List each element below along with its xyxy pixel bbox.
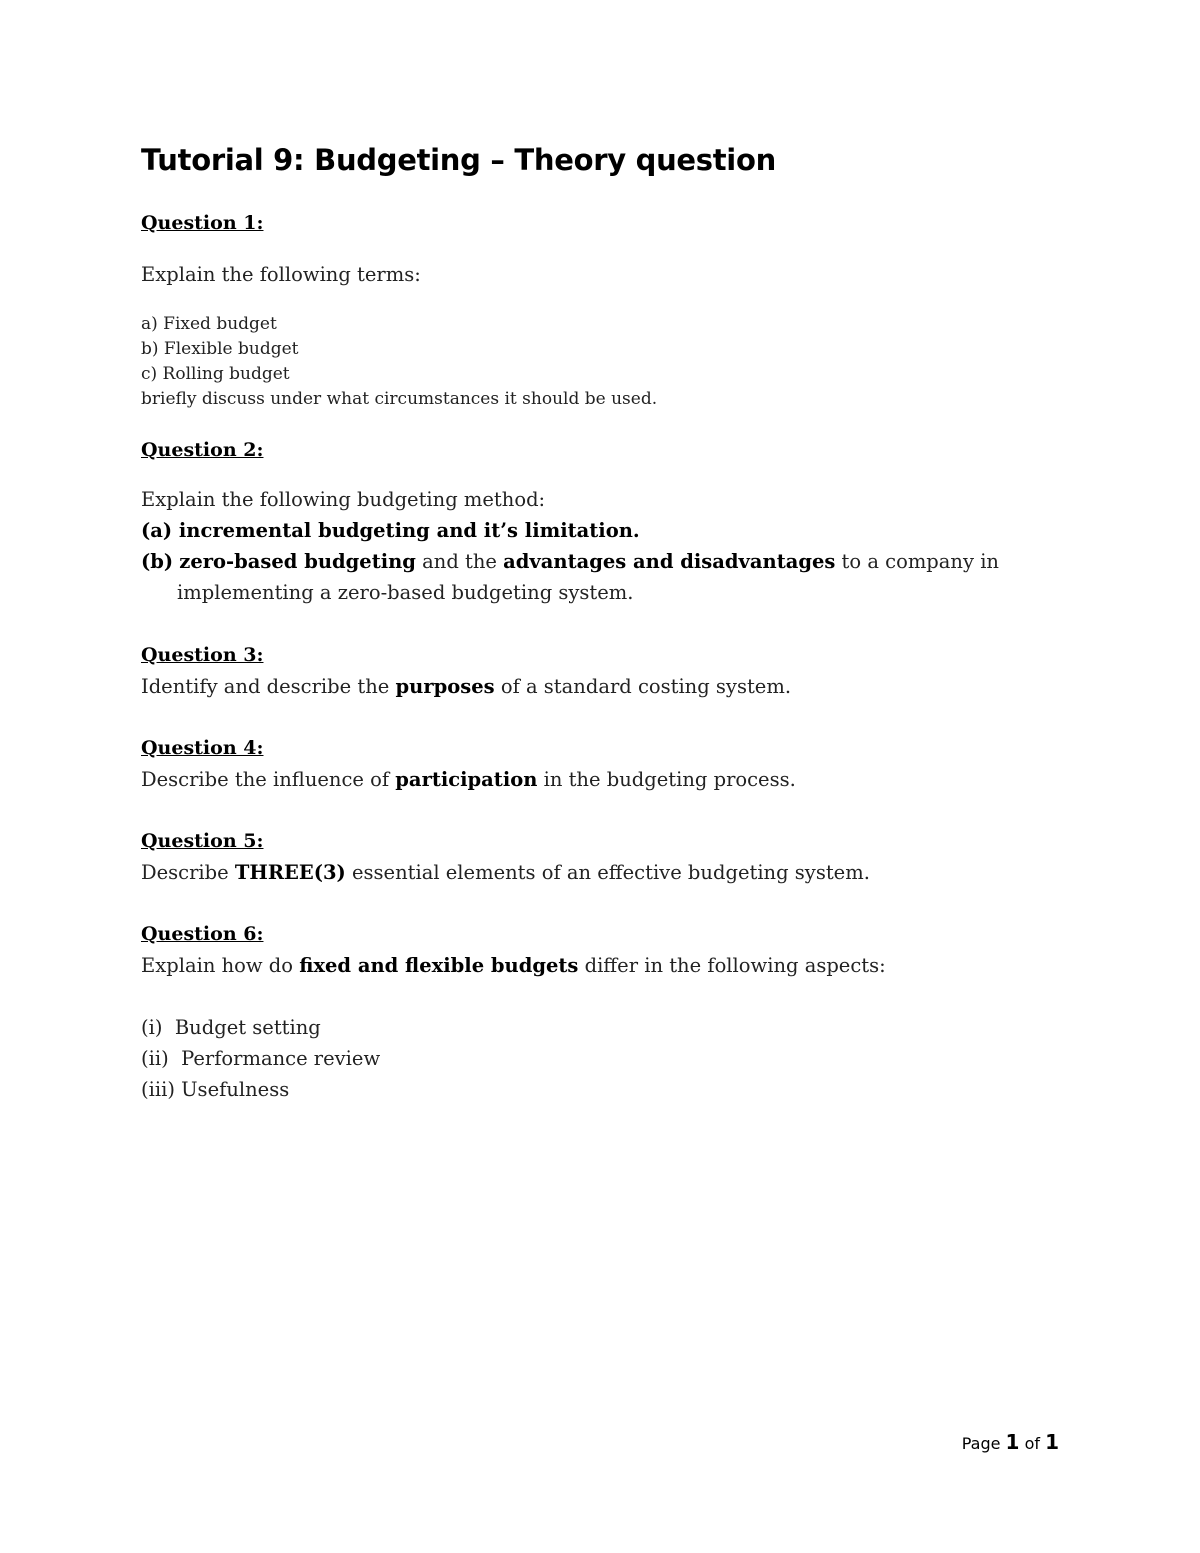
question-6-post: differ in the following aspects: (578, 954, 886, 977)
question-1-item-c: c) Rolling budget (141, 364, 290, 384)
footer-of-word: of (1024, 1434, 1040, 1453)
page-number (962, 1430, 1059, 1454)
question-2-item-b-continuation: implementing a zero-based budgeting system. (177, 581, 634, 604)
question-5-heading: Question 5: (141, 830, 264, 852)
question-6-emphasis: fixed and flexible budgets (299, 954, 579, 977)
footer-total-pages: 1 (1045, 1430, 1059, 1454)
question-4-heading: Question 4: (141, 737, 264, 759)
question-3-pre: Identify and describe the (141, 675, 396, 698)
question-2-heading: Question 2: (141, 439, 264, 461)
question-2-item-b-mid: and the (415, 550, 504, 573)
question-2-item-b (141, 550, 999, 573)
question-1-item-a: a) Fixed budget (141, 314, 277, 334)
question-3-text (141, 675, 791, 698)
question-3-heading: Question 3: (141, 644, 264, 666)
question-3-emphasis: purposes (395, 675, 495, 698)
footer-current-page: 1 (1005, 1430, 1020, 1454)
question-1-heading: Question 1: (141, 212, 264, 234)
question-2-item-a (141, 519, 640, 542)
question-1-intro: Explain the following terms: (141, 263, 421, 286)
question-2-item-b-tail: to a company in (835, 550, 999, 573)
footer-page-word: Page (961, 1434, 1001, 1453)
question-4-post: in the budgeting process. (537, 768, 796, 791)
question-6-pre: Explain how do (141, 954, 300, 977)
question-4-text (141, 768, 796, 791)
question-5-emphasis: THREE(3) (234, 861, 346, 884)
question-1-note: briefly discuss under what circumstances it should be used. (141, 389, 658, 409)
question-2-intro: Explain the following budgeting method: (141, 488, 546, 511)
question-5-post: essential elements of an effective budgeting system. (345, 861, 870, 884)
question-6-item-i: (i) Budget setting (141, 1016, 321, 1039)
question-2-item-a-text: (a) incremental budgeting and it’s limitation. (141, 519, 640, 542)
question-6-text (141, 954, 886, 977)
question-5-text (141, 861, 870, 884)
question-1-item-b: b) Flexible budget (141, 339, 299, 359)
question-4-pre: Describe the influence of (141, 768, 396, 791)
question-4-emphasis: participation (395, 768, 538, 791)
question-2-item-b-emphasis: advantages and disadvantages (503, 550, 836, 573)
question-2-item-b-label: (b) (141, 550, 174, 573)
question-3-post: of a standard costing system. (494, 675, 792, 698)
document-title: Tutorial 9: Budgeting – Theory question (141, 143, 776, 177)
question-2-item-b-term: zero-based budgeting (179, 550, 416, 573)
question-6-heading: Question 6: (141, 923, 264, 945)
question-5-pre: Describe (141, 861, 235, 884)
question-6-item-iii: (iii) Usefulness (141, 1078, 290, 1101)
question-6-item-ii: (ii) Performance review (141, 1047, 381, 1070)
